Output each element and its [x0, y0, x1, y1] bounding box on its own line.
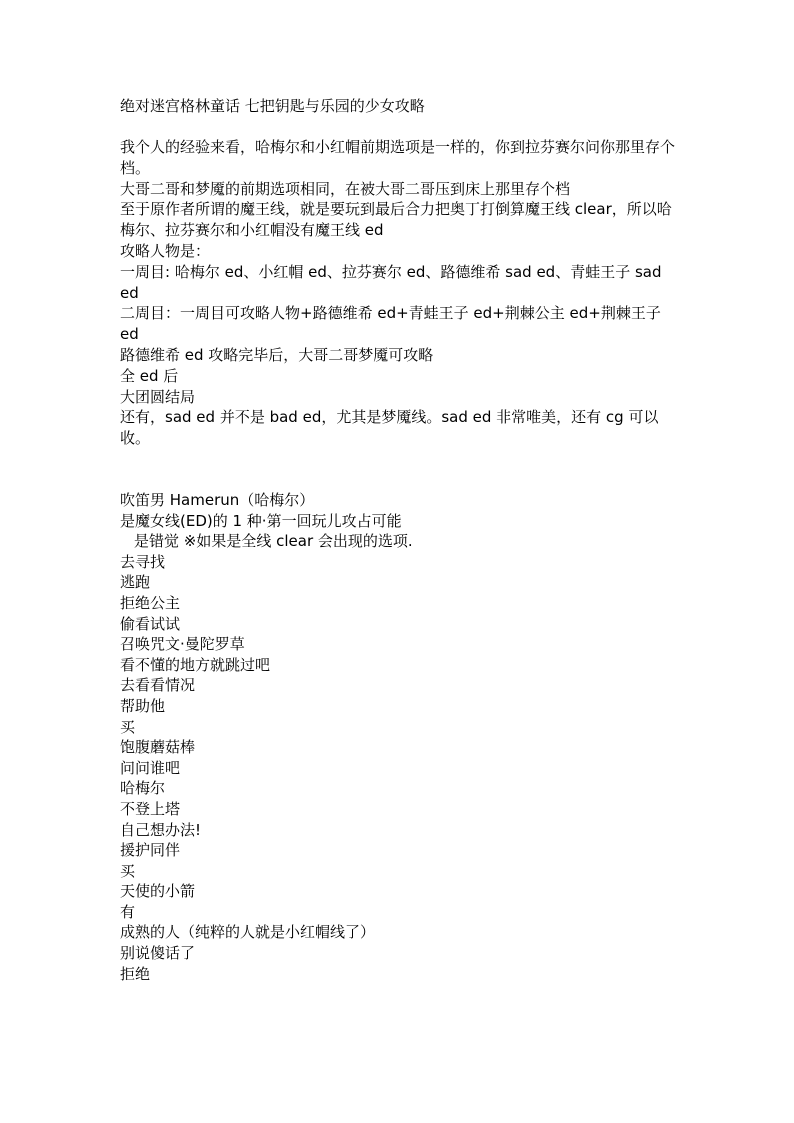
intro-paragraph: 全 ed 后 — [120, 366, 179, 385]
intro-paragraph: 我个人的经验来看，哈梅尔和小红帽前期选项是一样的，你到拉芬赛尔问你那里存个档。 — [120, 138, 676, 177]
choice-line: 哈梅尔 — [120, 779, 166, 798]
intro-paragraph: 还有，sad ed 并不是 bad ed，尤其是梦魇线。sad ed 非常唯美，还有 cg 可以收。 — [120, 408, 659, 448]
intro-section — [120, 137, 680, 449]
choice-line: 去寻找 — [120, 552, 166, 571]
intro-paragraph: 大哥二哥和梦魇的前期选项相同，在被大哥二哥压到床上那里存个档 — [120, 179, 571, 198]
choice-line: 召唤咒文·曼陀罗草 — [120, 635, 245, 654]
choice-line: 买 — [120, 861, 136, 880]
choice-line: 天使的小箭 — [120, 882, 196, 901]
section-heading: 吹笛男 Hamerun（哈梅尔） — [120, 491, 315, 509]
choice-line: 拒绝 — [120, 964, 151, 983]
intro-paragraph: 一周目: 哈梅尔 ed、小红帽 ed、拉芬赛尔 ed、路德维希 sad ed、青蛙王子 sad ed — [120, 262, 662, 302]
choice-line: 看不懂的地方就跳过吧 — [120, 655, 271, 674]
choice-line: 帮助他 — [120, 696, 166, 715]
choice-line: 偷看试试 — [120, 614, 181, 633]
page-title: 绝对迷宫格林童话 七把钥匙与乐园的少女攻略 — [120, 97, 425, 115]
choice-line: 有 — [120, 902, 136, 921]
choice-line: 买 — [120, 717, 136, 736]
section-note-indented: 是错觉 ※如果是全线 clear 会出现的选项. — [134, 532, 413, 551]
intro-paragraph: 路德维希 ed 攻略完毕后，大哥二哥梦魇可攻略 — [120, 345, 434, 364]
choice-line: 饱腹蘑菇棒 — [120, 738, 196, 757]
intro-paragraph: 二周目：一周目可攻略人物+路德维希 ed+青蛙王子 ed+荆棘公主 ed+荆棘王子 ed — [120, 304, 661, 344]
hamerun-guide-section — [120, 490, 680, 984]
choice-line: 别说傻话了 — [120, 944, 196, 963]
intro-paragraph: 攻略人物是： — [120, 241, 211, 260]
choice-line: 援护同伴 — [120, 841, 181, 860]
choice-line: 不登上塔 — [120, 799, 181, 818]
choice-line: 去看看情况 — [120, 676, 196, 695]
choice-line: 逃跑 — [120, 573, 151, 592]
choice-line: 自己想办法! — [120, 820, 202, 839]
choice-line: 拒绝公主 — [120, 593, 181, 612]
section-note: 是魔女线(ED)的 1 种·第一回玩儿攻占可能 — [120, 511, 402, 530]
choice-line: 成熟的人（纯粹的人就是小红帽线了） — [120, 923, 376, 942]
intro-paragraph: 大团圆结局 — [120, 387, 196, 406]
choice-line: 问问谁吧 — [120, 758, 181, 777]
intro-paragraph: 至于原作者所谓的魔王线，就是要玩到最后合力把奥丁打倒算魔王线 clear，所以哈梅尔、拉芬赛尔和小红帽没有魔王线 ed — [120, 200, 672, 240]
